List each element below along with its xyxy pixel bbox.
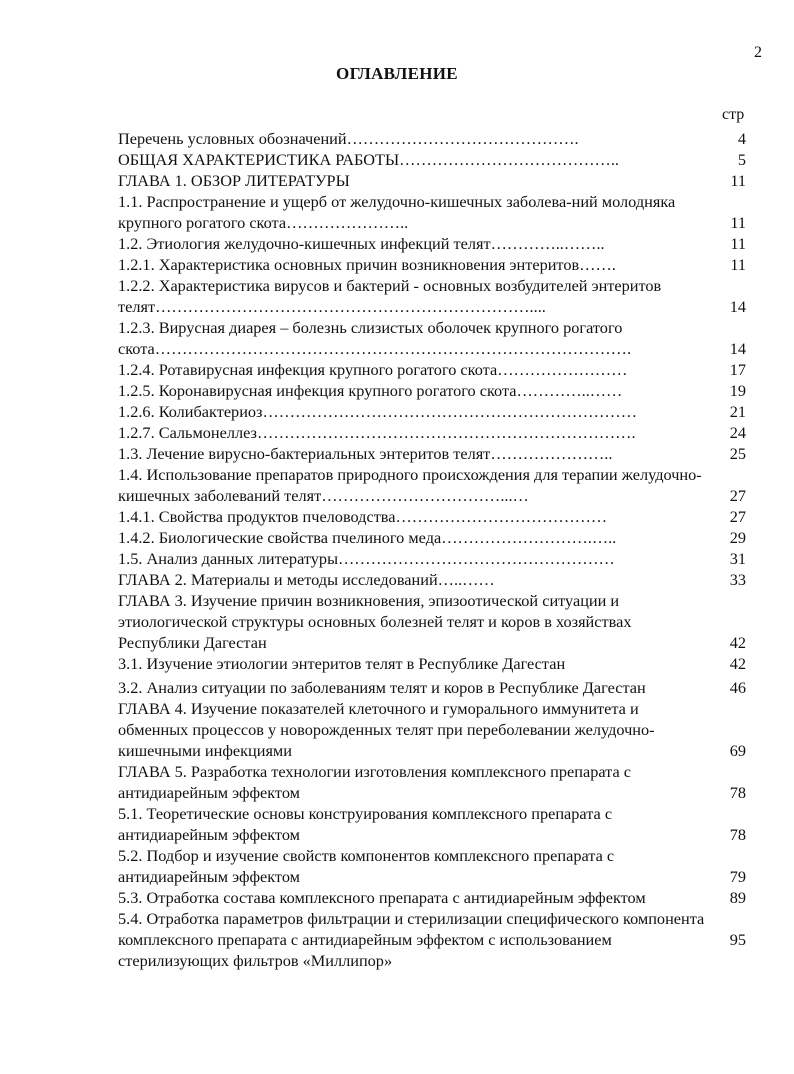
toc-entry-title: ГЛАВА 1. ОБЗОР ЛИТЕРАТУРЫ <box>118 171 350 190</box>
toc-entry-page: 27 <box>729 486 746 505</box>
toc-entry-page: 78 <box>729 783 746 802</box>
toc-entry-title: 1.4.1. Свойства продуктов пчеловодства <box>118 507 396 526</box>
toc-leader-dots: …………………… <box>497 360 628 379</box>
toc-leader-dots: …………..…….. <box>490 234 605 253</box>
toc-entry-page: 25 <box>729 444 746 463</box>
toc-entry <box>118 887 758 908</box>
toc-entry-title: 1.2.1. Характеристика основных причин возникновения энтеритов <box>118 255 580 274</box>
toc-entry <box>118 908 758 971</box>
toc-entry-page: 21 <box>729 402 746 421</box>
toc-entry-title: 5.1. Теоретические основы конструирования комплексного препарата с антидиарейным эффектом <box>118 804 613 844</box>
toc-entry-page: 14 <box>729 339 746 358</box>
toc-entry <box>118 401 758 422</box>
page-title: ОГЛАВЛЕНИЕ <box>336 64 458 83</box>
toc-entry <box>118 698 758 761</box>
toc-entry <box>118 803 758 845</box>
toc-entry-page: 95 <box>729 930 746 949</box>
toc-entry-page: 11 <box>730 255 746 274</box>
toc-entry <box>118 128 758 149</box>
table-of-contents <box>118 128 758 971</box>
toc-entry-page: 11 <box>730 234 746 253</box>
toc-leader-dots: ……………………………………………………………………………. <box>154 339 632 358</box>
toc-entry <box>118 149 758 170</box>
toc-entry <box>118 317 758 359</box>
toc-entry-page: 42 <box>729 654 746 673</box>
toc-entry-page: 17 <box>729 360 746 379</box>
toc-entry-page: 11 <box>730 171 746 190</box>
toc-entry-title: 5.2. Подбор и изучение свойств компонентов комплексного препарата с антидиарейным эффектом <box>118 846 615 886</box>
toc-entry <box>118 191 758 233</box>
toc-entry-page: 69 <box>729 741 746 760</box>
toc-entry-title: 3.1. Изучение этиологии энтеритов телят в Республике Дагестан <box>118 654 566 673</box>
toc-entry-title: 1.5. Анализ данных литературы <box>118 549 339 568</box>
toc-entry <box>118 464 758 506</box>
toc-entry-page: 4 <box>737 129 746 148</box>
toc-entry <box>118 653 758 674</box>
toc-entry-page: 79 <box>729 867 746 886</box>
toc-entry-page: 11 <box>730 213 746 232</box>
toc-entry-page: 27 <box>729 507 746 526</box>
toc-leader-dots: ……. <box>579 255 616 274</box>
page-column-header: стр <box>722 106 745 123</box>
toc-leader-dots: ………………………………… <box>395 507 608 526</box>
toc-entry-page: 89 <box>729 888 746 907</box>
toc-entry <box>118 170 758 191</box>
toc-entry <box>118 677 758 698</box>
toc-leader-dots: ……………………………...… <box>321 486 529 505</box>
toc-entry-title: 1.2.2. Характеристика вирусов и бактерий - основных возбудителей энтеритов телят <box>118 276 662 316</box>
toc-entry <box>118 380 758 401</box>
toc-entry-page: 46 <box>729 678 746 697</box>
page-number: 2 <box>754 44 762 61</box>
toc-entry <box>118 422 758 443</box>
toc-entry-title: 1.2.7. Сальмонеллез <box>118 423 257 442</box>
toc-entry <box>118 845 758 887</box>
toc-entry-title: ОБЩАЯ ХАРАКТЕРИСТИКА РАБОТЫ <box>118 150 400 169</box>
toc-entry-title: 1.2.6. Колибактериоз <box>118 402 263 421</box>
toc-entry-page: 14 <box>729 297 746 316</box>
toc-entry-title: 1.2.5. Коронавирусная инфекция крупного рогатого скота <box>118 381 517 400</box>
toc-entry-title: 1.4.2. Биологические свойства пчелиного меда <box>118 528 442 547</box>
toc-entry <box>118 443 758 464</box>
toc-leader-dots: ………………………………….. <box>399 150 619 169</box>
toc-entry-title: 5.4. Отработка параметров фильтрации и стерилизации специфического компонента комплексного препарата с антидиарейным эффектом с использованием стерилизующих фильтров «Миллипор» <box>118 909 705 970</box>
toc-leader-dots: …………………………………………………………… <box>262 402 637 421</box>
toc-entry-title: 1.2.3. Вирусная диарея – болезнь слизистых оболочек крупного рогатого скота <box>118 318 623 358</box>
toc-leader-dots: ……………………….….. <box>441 528 617 547</box>
toc-entry-title: 1.2.4. Ротавирусная инфекция крупного рогатого скота <box>118 360 498 379</box>
toc-entry-title: 5.3. Отработка состава комплексного препарата с антидиарейным эффектом <box>118 888 646 907</box>
toc-entry <box>118 761 758 803</box>
toc-entry-page: 19 <box>729 381 746 400</box>
toc-entry-page: 42 <box>729 633 746 652</box>
toc-leader-dots: …..…… <box>437 570 495 589</box>
toc-entry <box>118 527 758 548</box>
toc-entry-page: 5 <box>737 150 746 169</box>
toc-entry <box>118 590 758 653</box>
toc-leader-dots: …………………………………………… <box>338 549 615 568</box>
toc-leader-dots: …………………………………………………………….... <box>155 297 546 316</box>
toc-entry-title: 1.1. Распространение и ущерб от желудочно-кишечных заболева-ний молодняка крупного рогатого скота <box>118 192 676 232</box>
toc-entry <box>118 548 758 569</box>
toc-entry-title: ГЛАВА 3. Изучение причин возникновения, эпизоотической ситуации и этиологической структуры основных болезней телят и коров в хозяйствах Республики Дагестан <box>118 591 632 652</box>
toc-entry <box>118 254 758 275</box>
toc-leader-dots: ………………….. <box>286 213 409 232</box>
toc-leader-dots: ……………………………………………………………. <box>256 423 636 442</box>
toc-entry-title: Перечень условных обозначений <box>118 129 347 148</box>
toc-entry <box>118 506 758 527</box>
toc-entry-page: 29 <box>729 528 746 547</box>
toc-leader-dots: ……………………………………. <box>346 129 579 148</box>
toc-entry-title: 3.2. Анализ ситуации по заболеваниям телят и коров в Республике Дагестан <box>118 678 646 697</box>
toc-entry-page: 31 <box>729 549 746 568</box>
toc-entry-title: ГЛАВА 4. Изучение показателей клеточного и гуморального иммунитета и обменных процессов у новорожденных телят при переболевании желудочно-кишечными инфекциями <box>118 699 655 760</box>
toc-entry-title: 1.3. Лечение вирусно-бактериальных энтеритов телят <box>118 444 491 463</box>
toc-leader-dots: ………………….. <box>490 444 613 463</box>
toc-entry-title: 1.4. Использование препаратов природного происхождения для терапии желудочно-кишечных заболеваний телят <box>118 465 702 505</box>
toc-leader-dots: …………..…… <box>516 381 623 400</box>
toc-entry-title: ГЛАВА 5. Разработка технологии изготовления комплексного препарата с антидиарейным эффектом <box>118 762 631 802</box>
toc-entry-page: 24 <box>729 423 746 442</box>
toc-entry <box>118 359 758 380</box>
toc-entry <box>118 275 758 317</box>
toc-entry-title: 1.2. Этиология желудочно-кишечных инфекций телят <box>118 234 491 253</box>
toc-entry-title: ГЛАВА 2. Материалы и методы исследований <box>118 570 438 589</box>
toc-entry-page: 33 <box>729 570 746 589</box>
toc-entry <box>118 233 758 254</box>
toc-entry-page: 78 <box>729 825 746 844</box>
toc-entry <box>118 569 758 590</box>
